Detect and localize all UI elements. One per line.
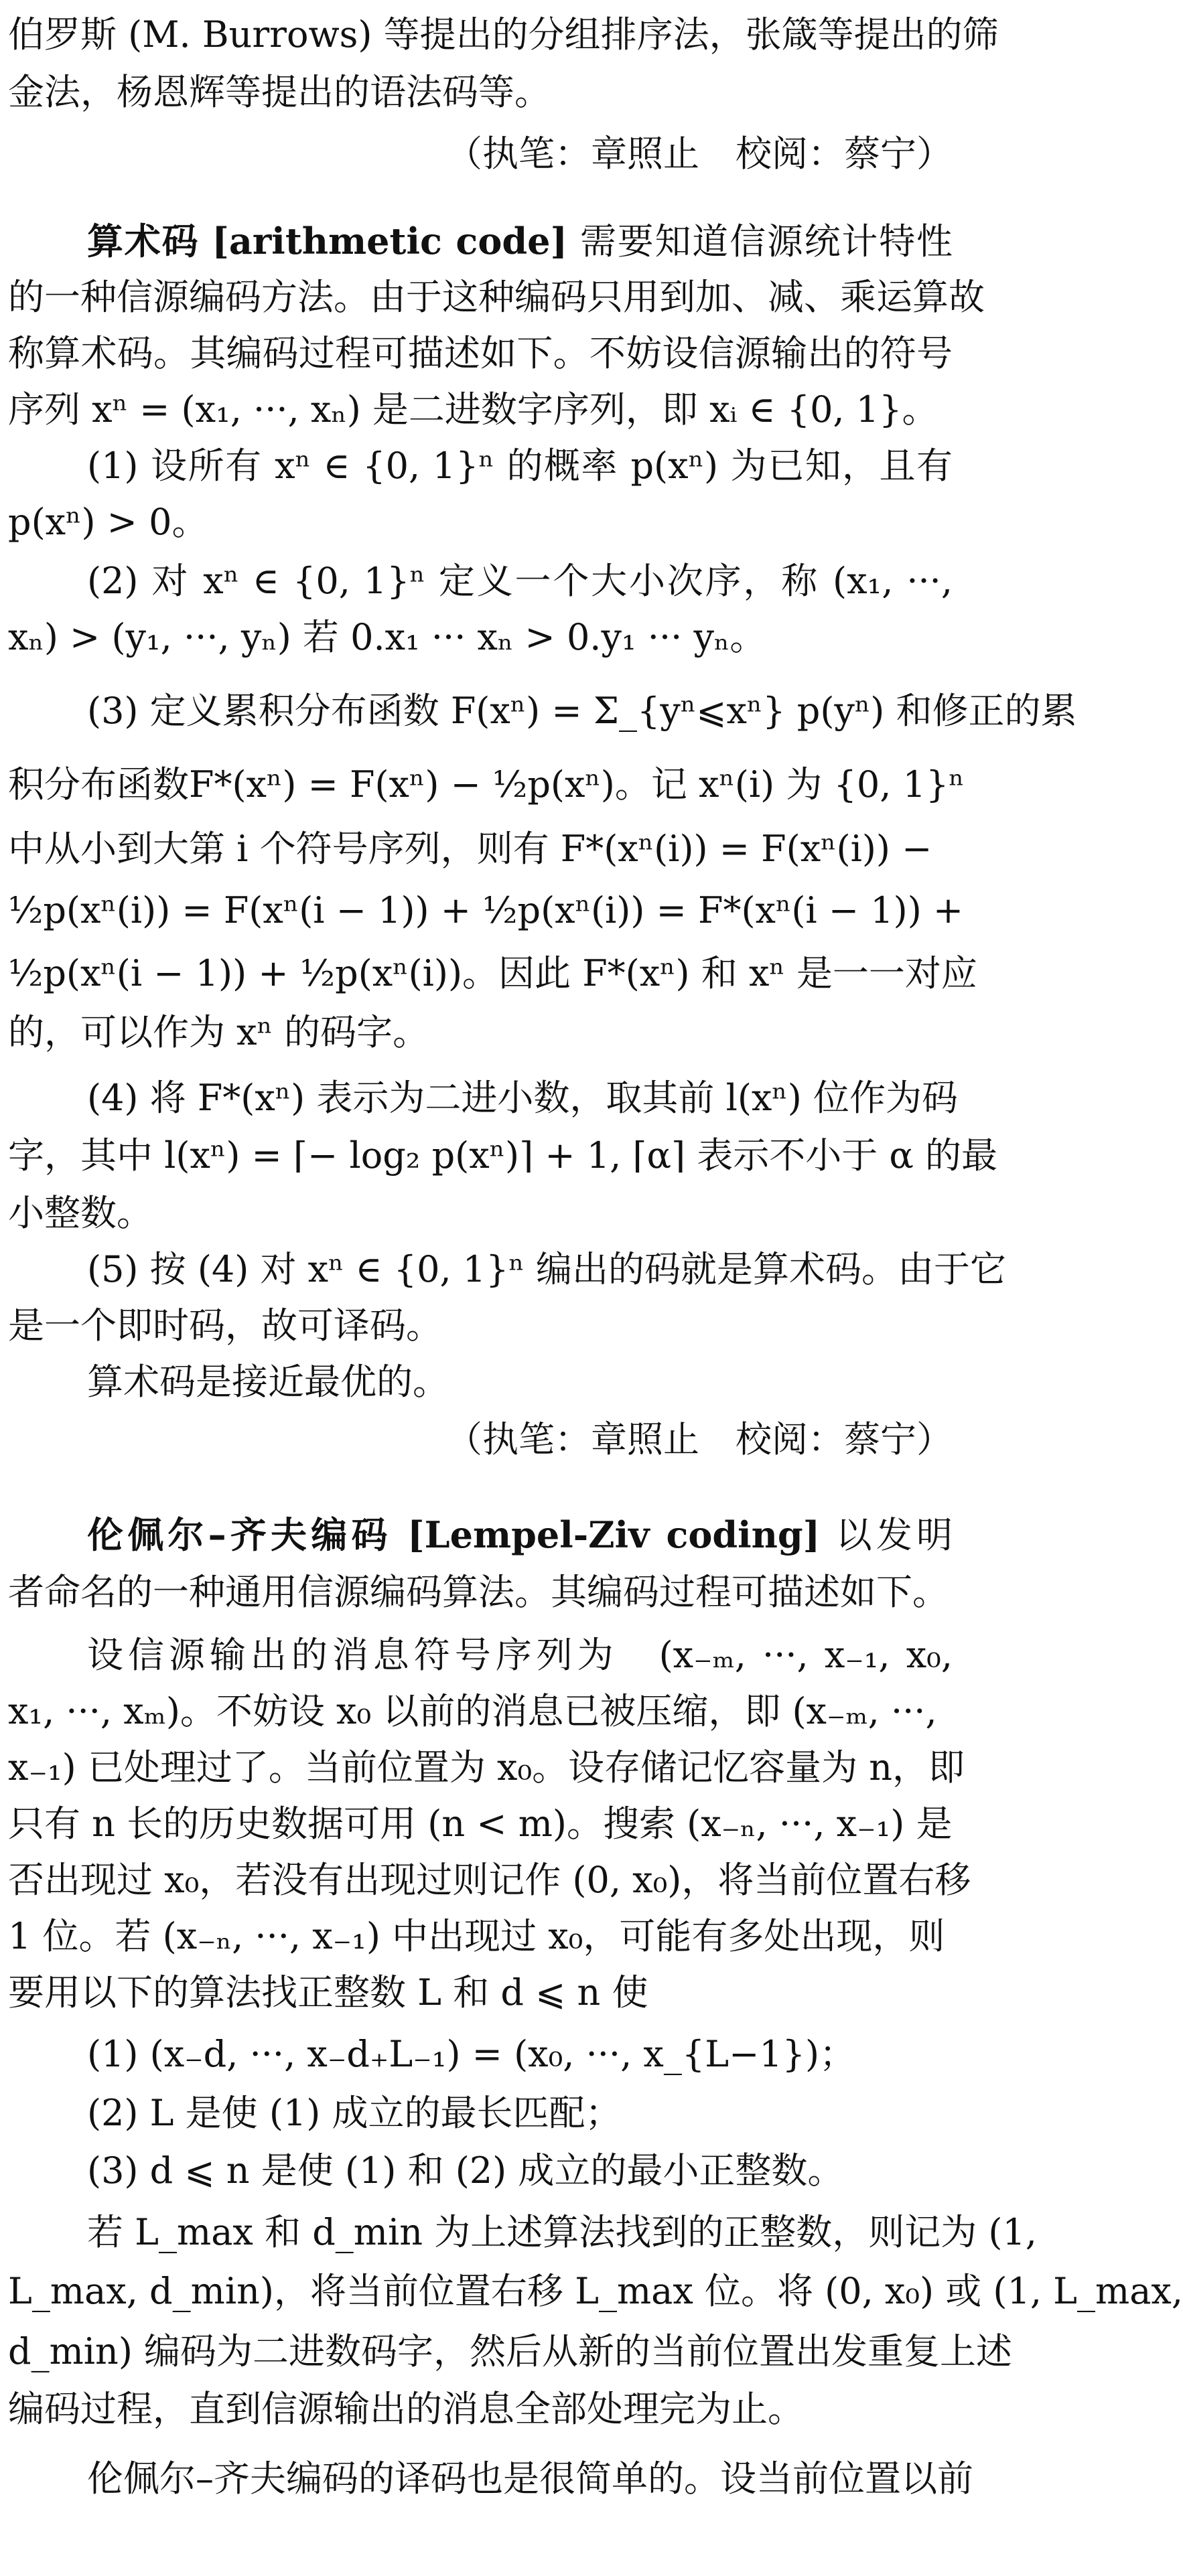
text-line: (2) 对 xⁿ ∈ {0, 1}ⁿ 定义一个大小次序，称 (x₁, ···, (87, 560, 953, 602)
text-line: (3) 定义累积分布函数 F(xⁿ) = Σ_{yⁿ⩽xⁿ} p(yⁿ) 和修正的累 (87, 690, 1077, 732)
entry-title: 算术码 (87, 220, 200, 262)
text-line: 序列 xⁿ = (x₁, ···, xₙ) 是二进数字序列，即 xᵢ ∈ {0, 1}。 (8, 388, 938, 431)
text-line: 小整数。 (8, 1192, 153, 1234)
text-line: ½p(xⁿ(i − 1)) + ½p(xⁿ(i))。因此 F*(xⁿ) 和 xⁿ 是一一对应 (8, 952, 977, 994)
text-line: 积分布函数F*(xⁿ) = F(xⁿ) − ½p(xⁿ)。记 xⁿ(i) 为 {0, 1}ⁿ (8, 763, 965, 806)
text-line: 者命名的一种通用信源编码算法。其编码过程可描述如下。 (8, 1571, 949, 1613)
text-line: 要用以下的算法找正整数 L 和 d ⩽ n 使 (8, 1971, 648, 2014)
entry-english-title: [Lempel-Ziv coding] (407, 1513, 821, 1556)
text-line: x₋₁) 已处理过了。当前位置为 x₀。设存储记忆容量为 n，即 (8, 1746, 965, 1789)
attribution: （执笔：章照止 校阅：蔡宁） (446, 1418, 953, 1460)
entry-heading-lempel-ziv-coding (8, 1507, 953, 1563)
text-line: 的一种信源编码方法。由于这种编码只用到加、减、乘运算故 (8, 276, 985, 318)
text-line: 中从小到大第 i 个符号序列，则有 F*(xⁿ(i)) = F(xⁿ(i)) − (8, 828, 932, 870)
text-line: (4) 将 F*(xⁿ) 表示为二进小数，取其前 l(xⁿ) 位作为码 (87, 1077, 958, 1119)
attribution: （执笔：章照止 校阅：蔡宁） (446, 133, 953, 175)
text-line: ½p(xⁿ(i)) = F(xⁿ(i − 1)) + ½p(xⁿ(i)) = F*(xⁿ(i − 1)) + (8, 889, 964, 931)
text-line: (3) d ⩽ n 是使 (1) 和 (2) 成立的最小正整数。 (87, 2149, 844, 2192)
text-line: 称算术码。其编码过程可描述如下。不妨设信源输出的符号 (8, 332, 953, 374)
text-line: 设信源输出的消息符号序列为 (x₋ₘ, ···, x₋₁, x₀, (87, 1634, 953, 1676)
text-line: 是一个即时码，故可译码。 (8, 1304, 442, 1347)
text-line: 否出现过 x₀，若没有出现过则记作 (0, x₀)，将当前位置右移 (8, 1859, 971, 1901)
text-line: (1) 设所有 xⁿ ∈ {0, 1}ⁿ 的概率 p(xⁿ) 为已知，且有 (87, 445, 953, 487)
text-line: d_min) 编码为二进数码字，然后从新的当前位置出发重复上述 (8, 2330, 1013, 2372)
text-line: 字，其中 l(xⁿ) = ⌈− log₂ p(xⁿ)⌉ + 1, ⌈α⌉ 表示不小于 α 的最 (8, 1134, 998, 1177)
text-line: 只有 n 长的历史数据可用 (n < m)。搜索 (x₋ₙ, ···, x₋₁) 是 (8, 1803, 953, 1845)
text-line: 1 位。若 (x₋ₙ, ···, x₋₁) 中出现过 x₀，可能有多处出现，则 (8, 1915, 945, 1957)
text-line: xₙ) > (y₁, ···, yₙ) 若 0.x₁ ··· xₙ > 0.y₁ ··· yₙ。 (8, 616, 766, 658)
entry-heading-arithmetic-code (8, 213, 953, 269)
text-line: (5) 按 (4) 对 xⁿ ∈ {0, 1}ⁿ 编出的码就是算术码。由于它 (87, 1248, 1007, 1290)
text-line: 需要知道信源统计特性 (579, 220, 953, 262)
text-line: 伯罗斯 (M. Burrows) 等提出的分组排序法，张箴等提出的筛 (8, 13, 999, 56)
text-line: 算术码是接近最优的。 (87, 1361, 449, 1403)
text-line: 金法，杨恩辉等提出的语法码等。 (8, 71, 551, 113)
text-line: 编码过程，直到信源输出的消息全部处理完为止。 (8, 2388, 804, 2430)
text-line: x₁, ···, xₘ)。不妨设 x₀ 以前的消息已被压缩，即 (x₋ₘ, ···, (8, 1690, 937, 1732)
text-line: p(xⁿ) > 0。 (8, 501, 208, 543)
text-line: 若 L_max 和 d_min 为上述算法找到的正整数，则记为 (1, (87, 2211, 1037, 2253)
entry-title: 伦佩尔–齐夫编码 (87, 1514, 392, 1556)
text-line: (1) (x₋d, ···, x₋d₊L₋₁) = (x₀, ···, x_{L−1})； (87, 2033, 856, 2075)
text-line: 的，可以作为 xⁿ 的码字。 (8, 1011, 429, 1053)
text-line: 以发明 (835, 1514, 953, 1556)
text-line: L_max, d_min)，将当前位置右移 L_max 位。将 (0, x₀) 或 (1, L_max, (8, 2270, 1183, 2312)
text-line: (2) L 是使 (1) 成立的最长匹配； (87, 2092, 622, 2134)
text-line: 伦佩尔–齐夫编码的译码也是很简单的。设当前位置以前 (87, 2457, 973, 2500)
entry-english-title: [arithmetic code] (212, 220, 567, 262)
